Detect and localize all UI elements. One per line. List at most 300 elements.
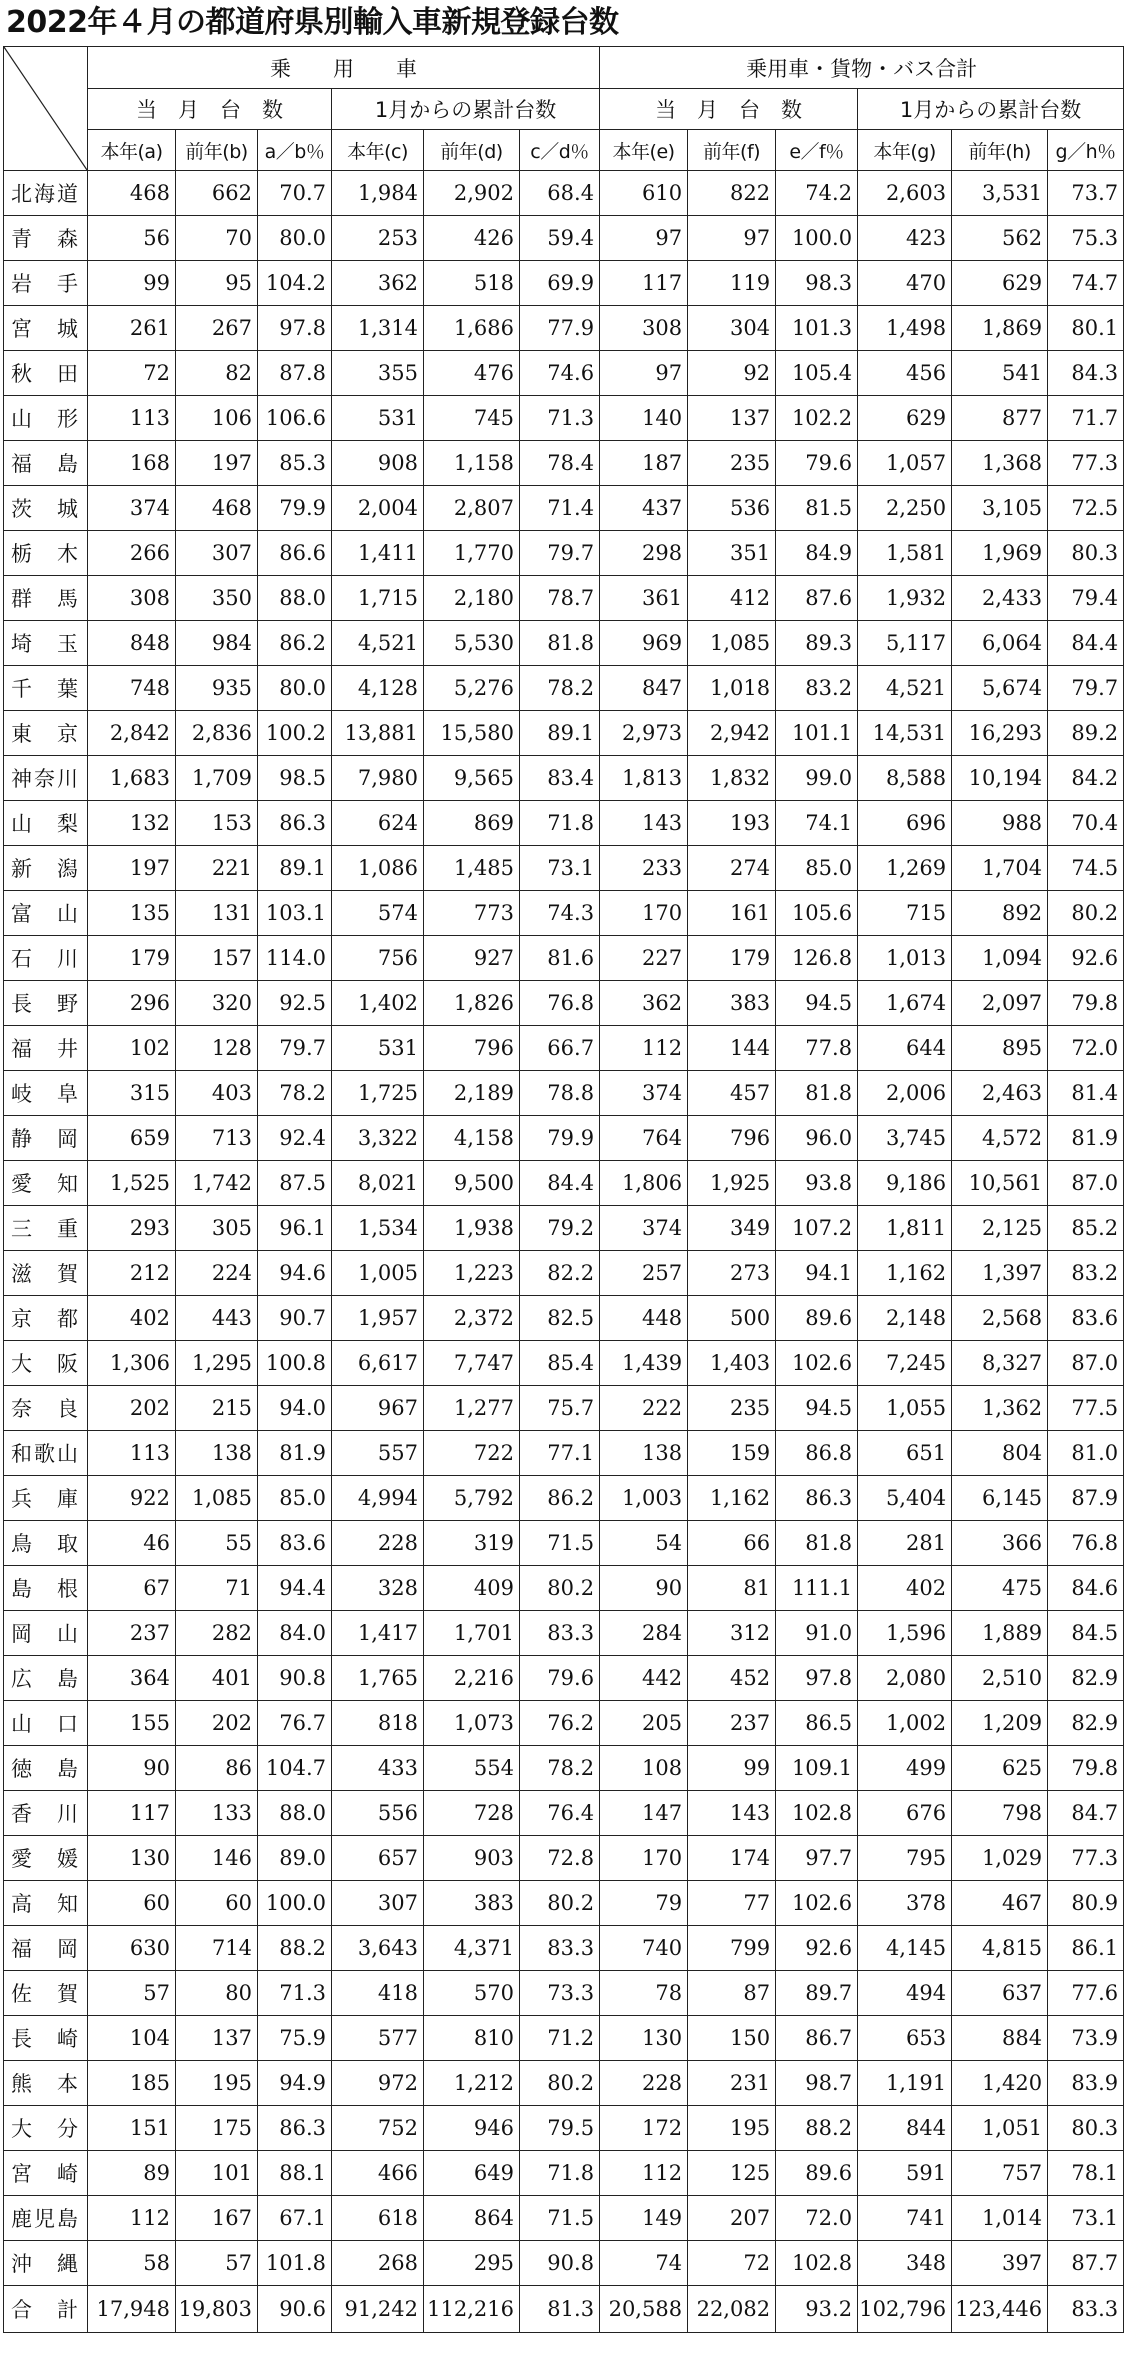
group-all-vehicles: 乗用車・貨物・バス合計 [600, 47, 1124, 89]
table-cell: 72.5 [1048, 486, 1124, 531]
table-cell: 1,813 [600, 756, 688, 801]
table-cell: 97.8 [258, 306, 332, 351]
table-cell: 78.8 [520, 1071, 600, 1116]
table-cell: 79.5 [520, 2106, 600, 2151]
prefecture-name: 北海道 [4, 171, 88, 216]
table-cell: 967 [332, 1386, 424, 1431]
table-cell: 1,709 [176, 756, 258, 801]
table-cell: 8,327 [952, 1341, 1048, 1386]
table-row [4, 441, 1124, 486]
table-cell: 101.8 [258, 2241, 332, 2286]
table-cell: 56 [88, 216, 176, 261]
table-cell: 72 [688, 2241, 776, 2286]
prefecture-name: 香 川 [4, 1791, 88, 1836]
table-cell: 228 [600, 2061, 688, 2106]
table-cell: 456 [858, 351, 952, 396]
table-cell: 715 [858, 891, 952, 936]
table-cell: 1,002 [858, 1701, 952, 1746]
table-cell: 629 [952, 261, 1048, 306]
table-cell: 146 [176, 1836, 258, 1881]
table-cell: 167 [176, 2196, 258, 2241]
table-cell: 227 [600, 936, 688, 981]
table-cell: 556 [332, 1791, 424, 1836]
table-row [4, 1656, 1124, 1701]
table-cell: 74.3 [520, 891, 600, 936]
table-cell: 13,881 [332, 711, 424, 756]
table-cell: 5,530 [424, 621, 520, 666]
table-cell: 94.1 [776, 1251, 858, 1296]
table-cell: 76.2 [520, 1701, 600, 1746]
table-cell: 2,250 [858, 486, 952, 531]
table-cell: 969 [600, 621, 688, 666]
table-cell: 100.0 [258, 1881, 332, 1926]
table-cell: 102.8 [776, 2241, 858, 2286]
table-cell: 659 [88, 1116, 176, 1161]
table-cell: 74.7 [1048, 261, 1124, 306]
table-cell: 2,463 [952, 1071, 1048, 1116]
table-cell: 79.7 [1048, 666, 1124, 711]
table-cell: 1,005 [332, 1251, 424, 1296]
table-cell: 87.8 [258, 351, 332, 396]
table-cell: 1,003 [600, 1476, 688, 1521]
table-cell: 2,189 [424, 1071, 520, 1116]
table-cell: 94.0 [258, 1386, 332, 1431]
table-cell: 88.1 [258, 2151, 332, 2196]
table-cell: 2,842 [88, 711, 176, 756]
table-cell: 155 [88, 1701, 176, 1746]
table-cell: 466 [332, 2151, 424, 2196]
column-header: a／b％ [258, 130, 332, 171]
table-cell: 630 [88, 1926, 176, 1971]
table-cell: 97 [600, 216, 688, 261]
table-cell: 437 [600, 486, 688, 531]
table-row [4, 2151, 1124, 2196]
table-cell: 8,588 [858, 756, 952, 801]
column-header: 前年(b) [176, 130, 258, 171]
table-cell: 54 [600, 1521, 688, 1566]
table-cell: 71.7 [1048, 396, 1124, 441]
table-cell: 2,080 [858, 1656, 952, 1701]
table-cell: 637 [952, 1971, 1048, 2016]
table-cell: 60 [176, 1881, 258, 1926]
table-cell: 397 [952, 2241, 1048, 2286]
table-cell: 281 [858, 1521, 952, 1566]
table-cell: 117 [88, 1791, 176, 1836]
table-cell: 2,433 [952, 576, 1048, 621]
table-cell: 197 [88, 846, 176, 891]
prefecture-name: 山 形 [4, 396, 88, 441]
table-cell: 412 [688, 576, 776, 621]
table-cell: 1,162 [858, 1251, 952, 1296]
table-cell: 68.4 [520, 171, 600, 216]
table-body [4, 171, 1124, 2333]
table-cell: 85.4 [520, 1341, 600, 1386]
table-row [4, 1341, 1124, 1386]
table-cell: 4,815 [952, 1926, 1048, 1971]
table-row [4, 1161, 1124, 1206]
table-cell: 106.6 [258, 396, 332, 441]
table-cell: 87.0 [1048, 1341, 1124, 1386]
table-cell: 84.4 [520, 1161, 600, 1206]
table-cell: 133 [176, 1791, 258, 1836]
table-cell: 298 [600, 531, 688, 576]
table-cell: 106 [176, 396, 258, 441]
table-row [4, 2061, 1124, 2106]
prefecture-name: 愛 媛 [4, 1836, 88, 1881]
table-cell: 90 [600, 1566, 688, 1611]
table-cell: 86.1 [1048, 1926, 1124, 1971]
table-cell: 170 [600, 1836, 688, 1881]
prefecture-name: 山 口 [4, 1701, 88, 1746]
table-cell: 312 [688, 1611, 776, 1656]
table-cell: 557 [332, 1431, 424, 1476]
table-cell: 102.6 [776, 1341, 858, 1386]
table-cell: 57 [88, 1971, 176, 2016]
table-cell: 1,596 [858, 1611, 952, 1656]
table-cell: 403 [176, 1071, 258, 1116]
table-cell: 83.4 [520, 756, 600, 801]
table-cell: 71.2 [520, 2016, 600, 2061]
table-cell: 93.2 [776, 2286, 858, 2333]
table-cell: 1,057 [858, 441, 952, 486]
table-cell: 319 [424, 1521, 520, 1566]
table-cell: 4,572 [952, 1116, 1048, 1161]
table-cell: 78.2 [520, 666, 600, 711]
table-cell: 128 [176, 1026, 258, 1071]
table-cell: 268 [332, 2241, 424, 2286]
table-cell: 17,948 [88, 2286, 176, 2333]
prefecture-name: 栃 木 [4, 531, 88, 576]
column-header: 本年(c) [332, 130, 424, 171]
table-cell: 82.2 [520, 1251, 600, 1296]
table-cell: 99 [688, 1746, 776, 1791]
table-cell: 651 [858, 1431, 952, 1476]
table-cell: 130 [600, 2016, 688, 2061]
table-cell: 374 [600, 1071, 688, 1116]
table-cell: 315 [88, 1071, 176, 1116]
table-row [4, 351, 1124, 396]
table-cell: 89.3 [776, 621, 858, 666]
table-cell: 76.8 [520, 981, 600, 1026]
table-cell: 83.3 [520, 1926, 600, 1971]
table-cell: 364 [88, 1656, 176, 1701]
table-cell: 1,485 [424, 846, 520, 891]
table-cell: 355 [332, 351, 424, 396]
table-cell: 80 [176, 1971, 258, 2016]
table-cell: 892 [952, 891, 1048, 936]
table-cell: 224 [176, 1251, 258, 1296]
table-cell: 1,029 [952, 1836, 1048, 1881]
table-cell: 2,902 [424, 171, 520, 216]
table-cell: 103.1 [258, 891, 332, 936]
table-cell: 1,314 [332, 306, 424, 351]
table-cell: 2,006 [858, 1071, 952, 1116]
table-cell: 1,498 [858, 306, 952, 351]
prefecture-name: 石 川 [4, 936, 88, 981]
table-row [4, 981, 1124, 1026]
table-cell: 1,417 [332, 1611, 424, 1656]
table-cell: 374 [600, 1206, 688, 1251]
table-cell: 104.2 [258, 261, 332, 306]
table-row [4, 711, 1124, 756]
table-cell: 72.0 [1048, 1026, 1124, 1071]
table-cell: 99.0 [776, 756, 858, 801]
table-cell: 844 [858, 2106, 952, 2151]
table-cell: 4,371 [424, 1926, 520, 1971]
prefecture-name: 岐 阜 [4, 1071, 88, 1116]
table-cell: 570 [424, 1971, 520, 2016]
table-cell: 87.9 [1048, 1476, 1124, 1521]
table-cell: 253 [332, 216, 424, 261]
table-cell: 2,836 [176, 711, 258, 756]
prefecture-name: 三 重 [4, 1206, 88, 1251]
table-row [4, 306, 1124, 351]
table-cell: 499 [858, 1746, 952, 1791]
table-cell: 2,097 [952, 981, 1048, 1026]
table-cell: 5,674 [952, 666, 1048, 711]
table-cell: 104 [88, 2016, 176, 2061]
table-cell: 78.2 [520, 1746, 600, 1791]
table-cell: 86.2 [520, 1476, 600, 1521]
table-cell: 82.9 [1048, 1701, 1124, 1746]
table-cell: 848 [88, 621, 176, 666]
table-cell: 81.4 [1048, 1071, 1124, 1116]
table-cell: 228 [332, 1521, 424, 1566]
table-cell: 126.8 [776, 936, 858, 981]
table-cell: 1,932 [858, 576, 952, 621]
prefecture-name: 兵 庫 [4, 1476, 88, 1521]
table-cell: 107.2 [776, 1206, 858, 1251]
table-cell: 86.8 [776, 1431, 858, 1476]
table-cell: 67.1 [258, 2196, 332, 2241]
table-cell: 448 [600, 1296, 688, 1341]
subgroup-current-month-2: 当 月 台 数 [600, 89, 858, 130]
table-cell: 756 [332, 936, 424, 981]
table-cell: 383 [688, 981, 776, 1026]
table-cell: 84.7 [1048, 1791, 1124, 1836]
table-cell: 3,531 [952, 171, 1048, 216]
table-cell: 94.6 [258, 1251, 332, 1296]
table-cell: 102.6 [776, 1881, 858, 1926]
table-cell: 69.9 [520, 261, 600, 306]
table-cell: 1,806 [600, 1161, 688, 1206]
table-cell: 71.8 [520, 2151, 600, 2196]
table-cell: 810 [424, 2016, 520, 2061]
table-cell: 83.2 [776, 666, 858, 711]
table-cell: 649 [424, 2151, 520, 2196]
table-cell: 73.3 [520, 1971, 600, 2016]
table-cell: 773 [424, 891, 520, 936]
table-cell: 442 [600, 1656, 688, 1701]
table-cell: 72.0 [776, 2196, 858, 2241]
table-cell: 90.8 [520, 2241, 600, 2286]
table-cell: 86.3 [258, 801, 332, 846]
table-cell: 1,957 [332, 1296, 424, 1341]
table-cell: 476 [424, 351, 520, 396]
table-cell: 91,242 [332, 2286, 424, 2333]
table-cell: 84.6 [1048, 1566, 1124, 1611]
table-cell: 307 [176, 531, 258, 576]
table-cell: 237 [688, 1701, 776, 1746]
table-cell: 468 [88, 171, 176, 216]
table-cell: 3,322 [332, 1116, 424, 1161]
table-cell: 138 [176, 1431, 258, 1476]
table-cell: 1,158 [424, 441, 520, 486]
table-cell: 531 [332, 396, 424, 441]
table-cell: 10,561 [952, 1161, 1048, 1206]
prefecture-name: 山 梨 [4, 801, 88, 846]
table-cell: 927 [424, 936, 520, 981]
table-cell: 1,094 [952, 936, 1048, 981]
table-cell: 104.7 [258, 1746, 332, 1791]
prefecture-name: 宮 崎 [4, 2151, 88, 2196]
page-title: 2022年４月の都道府県別輸入車新規登録台数 [6, 5, 619, 40]
table-cell: 102.2 [776, 396, 858, 441]
table-cell: 83.3 [1048, 2286, 1124, 2333]
table-cell: 922 [88, 1476, 176, 1521]
table-cell: 94.5 [776, 1386, 858, 1431]
table-cell: 100.8 [258, 1341, 332, 1386]
table-cell: 82.9 [1048, 1656, 1124, 1701]
table-cell: 426 [424, 216, 520, 261]
table-cell: 72 [88, 351, 176, 396]
table-cell: 531 [332, 1026, 424, 1071]
table-cell: 9,565 [424, 756, 520, 801]
table-row [4, 1701, 1124, 1746]
table-cell: 296 [88, 981, 176, 1026]
table-cell: 908 [332, 441, 424, 486]
table-cell: 1,581 [858, 531, 952, 576]
table-cell: 89.1 [258, 846, 332, 891]
table-cell: 80.0 [258, 666, 332, 711]
table-cell: 307 [332, 1881, 424, 1926]
table-cell: 80.1 [1048, 306, 1124, 351]
table-cell: 112,216 [424, 2286, 520, 2333]
table-cell: 212 [88, 1251, 176, 1296]
table-row [4, 1386, 1124, 1431]
table-cell: 90.6 [258, 2286, 332, 2333]
prefecture-name: 島 根 [4, 1566, 88, 1611]
table-cell: 67 [88, 1566, 176, 1611]
table-cell: 401 [176, 1656, 258, 1701]
table-cell: 84.9 [776, 531, 858, 576]
table-cell: 541 [952, 351, 1048, 396]
table-cell: 140 [600, 396, 688, 441]
table-cell: 884 [952, 2016, 1048, 2061]
prefecture-name: 青 森 [4, 216, 88, 261]
table-cell: 79 [600, 1881, 688, 1926]
table-cell: 14,531 [858, 711, 952, 756]
table-cell: 728 [424, 1791, 520, 1836]
table-cell: 91.0 [776, 1611, 858, 1656]
table-cell: 1,686 [424, 306, 520, 351]
table-cell: 3,745 [858, 1116, 952, 1161]
table-cell: 76.7 [258, 1701, 332, 1746]
table-cell: 1,701 [424, 1611, 520, 1656]
subgroup-cumulative-2: 1月からの累計台数 [858, 89, 1124, 130]
table-cell: 1,402 [332, 981, 424, 1026]
table-cell: 86.2 [258, 621, 332, 666]
table-cell: 159 [688, 1431, 776, 1476]
group-passenger-cars: 乗 用 車 [88, 47, 600, 89]
table-cell: 79.7 [520, 531, 600, 576]
table-cell: 293 [88, 1206, 176, 1251]
table-cell: 73.7 [1048, 171, 1124, 216]
table-row [4, 936, 1124, 981]
table-cell: 89 [88, 2151, 176, 2196]
table-cell: 233 [600, 846, 688, 891]
table-cell: 137 [176, 2016, 258, 2061]
table-cell: 2,125 [952, 1206, 1048, 1251]
table-cell: 81.8 [520, 621, 600, 666]
table-cell: 98.5 [258, 756, 332, 801]
table-cell: 86.7 [776, 2016, 858, 2061]
table-cell: 95 [176, 261, 258, 306]
column-header: g／h％ [1048, 130, 1124, 171]
table-cell: 1,162 [688, 1476, 776, 1521]
table-cell: 83.3 [520, 1611, 600, 1656]
table-cell: 90.8 [258, 1656, 332, 1701]
table-cell: 574 [332, 891, 424, 936]
table-cell: 554 [424, 1746, 520, 1791]
table-cell: 112 [88, 2196, 176, 2241]
table-cell: 433 [332, 1746, 424, 1791]
table-cell: 4,521 [858, 666, 952, 711]
table-cell: 82.5 [520, 1296, 600, 1341]
table-cell: 77.3 [1048, 441, 1124, 486]
table-cell: 1,223 [424, 1251, 520, 1296]
table-cell: 117 [600, 261, 688, 306]
column-header: 本年(g) [858, 130, 952, 171]
table-cell: 202 [176, 1701, 258, 1746]
table-row [4, 1476, 1124, 1521]
table-cell: 1,018 [688, 666, 776, 711]
table-row [4, 216, 1124, 261]
table-cell: 80.3 [1048, 2106, 1124, 2151]
table-cell: 818 [332, 1701, 424, 1746]
table-cell: 97 [600, 351, 688, 396]
table-cell: 713 [176, 1116, 258, 1161]
table-cell: 85.3 [258, 441, 332, 486]
prefecture-name: 滋 賀 [4, 1251, 88, 1296]
prefecture-name: 和歌山 [4, 1431, 88, 1476]
prefecture-name: 福 岡 [4, 1926, 88, 1971]
corner-cell [4, 47, 88, 171]
table-cell: 1,277 [424, 1386, 520, 1431]
table-row [4, 261, 1124, 306]
table-cell: 1,397 [952, 1251, 1048, 1296]
table-row [4, 2016, 1124, 2061]
prefecture-name: 千 葉 [4, 666, 88, 711]
table-cell: 87 [688, 1971, 776, 2016]
table-cell: 1,534 [332, 1206, 424, 1251]
table-cell: 90.7 [258, 1296, 332, 1341]
table-cell: 66 [688, 1521, 776, 1566]
table-cell: 795 [858, 1836, 952, 1881]
table-cell: 174 [688, 1836, 776, 1881]
column-header: 本年(a) [88, 130, 176, 171]
table-cell: 1,420 [952, 2061, 1048, 2106]
table-cell: 1,984 [332, 171, 424, 216]
table-cell: 101 [176, 2151, 258, 2196]
table-cell: 125 [688, 2151, 776, 2196]
table-cell: 101.1 [776, 711, 858, 756]
table-cell: 1,938 [424, 1206, 520, 1251]
table-cell: 696 [858, 801, 952, 846]
table-cell: 84.2 [1048, 756, 1124, 801]
column-header: 前年(f) [688, 130, 776, 171]
table-cell: 205 [600, 1701, 688, 1746]
